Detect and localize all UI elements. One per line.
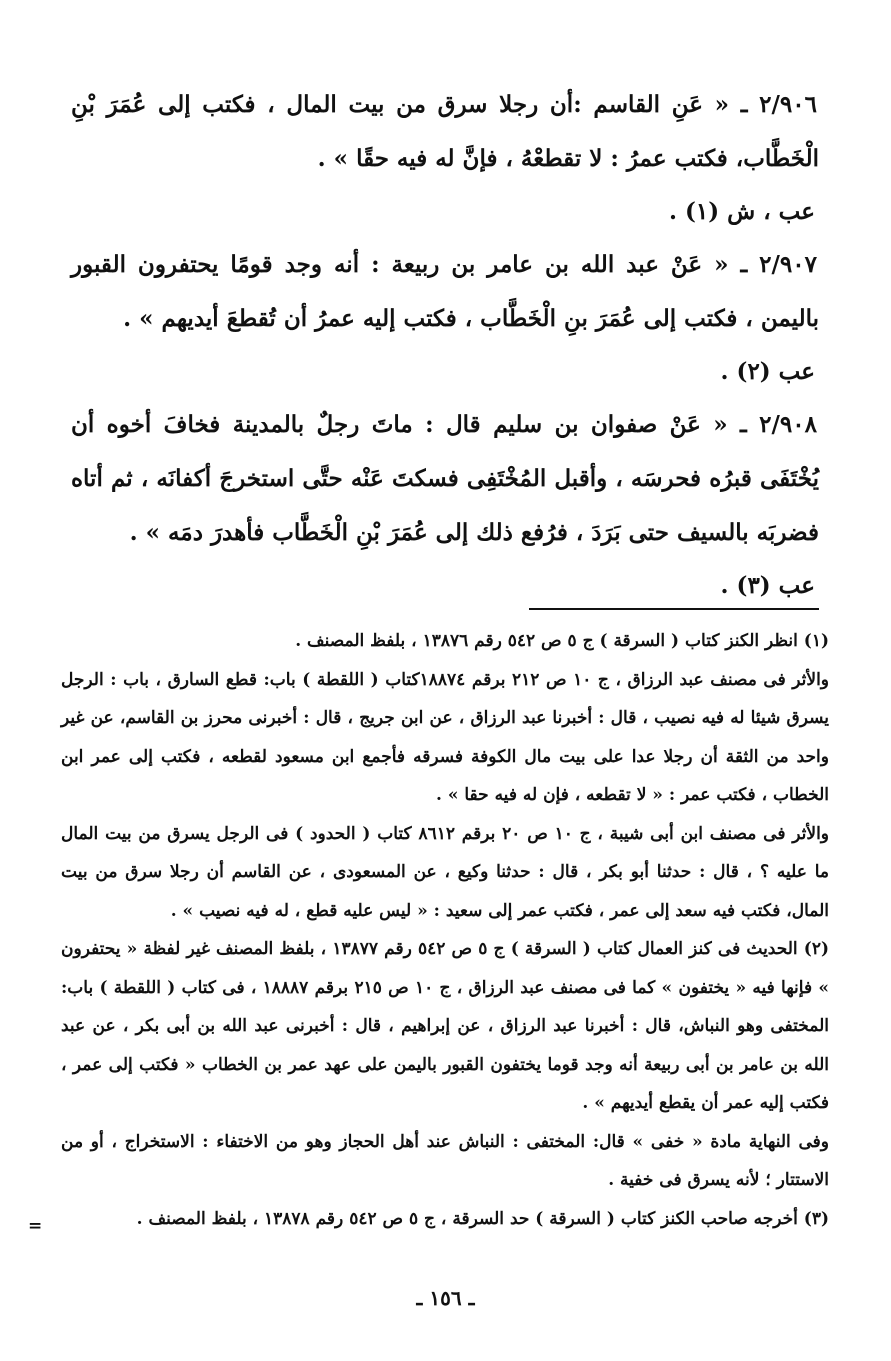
continuation-mark: = xyxy=(28,1216,43,1236)
main-text xyxy=(71,78,819,612)
footnote-1: (١) انظر الكنز كتاب ( السرقة ) ج ٥ ص ٥٤٢ رقم ١٣٨٧٦ ، بلفظ المصنف . xyxy=(295,631,829,651)
footnotes xyxy=(61,622,829,1238)
hadith-entry-906 xyxy=(71,78,819,238)
footnote-2-paragraph: وفى النهاية مادة « خفى » قال: المختفى : النباش عند أهل الحجاز وهو من الاختفاء : الاستخراج ، أو من الاستتار ؛ لأنه يسرق فى خفية . xyxy=(61,1131,829,1190)
hadith-source: عب ، ش (١) . xyxy=(669,198,815,225)
hadith-text: ٢/٩٠٨ ـ « عَنْ صفوان بن سليم قال : ماتَ رجلٌ بالمدينة فخافَ أخوه أن يُخْتَفَى قبرُه فحرسَه ، وأقبل المُخْتَفِى فسكتَ عَنْه حتَّى استخرجَ أكفانَه ، ثم أتاه فضربَه بالسيف حتى بَرَدَ ، فرُفع ذلك إلى عُمَرَ بْنِ الْخَطَّاب فأهدرَ دمَه » . xyxy=(71,411,819,546)
footnote-1-paragraph: والأثر فى مصنف ابن أبى شيبة ، ج ١٠ ص ٢٠ برقم ٨٦١٢ كتاب ( الحدود ) فى الرجل يسرق من بيت المال ما عليه ؟ ، قال : حدثنا أبو بكر ، قال : حدثنا وكيع ، عن المسعودى ، عن القاسم أن رجلا سرق من بيت المال، فكتب فيه سعد إلى عمر ، فكتب عمر إلى سعيد : « ليس عليه قطع ، له فيه نصيب » . xyxy=(61,823,830,921)
hadith-source: عب (٢) . xyxy=(720,358,815,385)
footnote-2: (٢) الحديث فى كنز العمال كتاب ( السرقة ) ج ٥ ص ٥٤٢ رقم ١٣٨٧٧ ، بلفظ المصنف غير لفظة « يحتفرون » فإنها فيه « يختفون » كما فى مصنف عبد الرزاق ، ج ١٠ ص ٢١٥ برقم ١٨٨٨٧ ، فى كتاب ( اللقطة ) باب: المختفى وهو النباش، قال : أخبرنا عبد الرزاق ، عن إبراهيم ، قال : أخبرنى عبد الله بن أبى بكر ، عن عبد الله بن عامر بن أبى ربيعة أنه وجد قوما يختفون القبور باليمن على عهد عمر بن الخطاب « فكتب إلى عمر ، فكتب إليه عمر أن يقطع أيديهم » . xyxy=(61,939,829,1113)
hadith-entry-908 xyxy=(71,398,819,612)
hadith-entry-907 xyxy=(71,238,819,398)
footnote-separator xyxy=(529,608,819,610)
hadith-source: عب (٣) . xyxy=(720,572,815,599)
hadith-text: ٢/٩٠٦ ـ « عَنِ القاسم :أن رجلا سرق من بيت المال ، فكتب إلى عُمَرَ بْنِ الْخَطَّاب، فكتب عمرُ : لا تقطعْهُ ، فإنَّ له فيه حقًا » . xyxy=(71,91,819,172)
hadith-text: ٢/٩٠٧ ـ « عَنْ عبد الله بن عامر بن ربيعة : أنه وجد قومًا يحتفرون القبور باليمن ، فكتب إلى عُمَرَ بنِ الْخَطَّاب ، فكتب إليه عمرُ أن تُقطعَ أيديهم » . xyxy=(71,251,819,332)
footnote-3: (٣) أخرجه صاحب الكنز كتاب ( السرقة ) حد السرقة ، ج ٥ ص ٥٤٢ رقم ١٣٨٧٨ ، بلفظ المصنف . xyxy=(136,1208,829,1229)
footnote-1-paragraph: والأثر فى مصنف عبد الرزاق ، ج ١٠ ص ٢١٢ برقم ١٨٨٧٤كتاب ( اللقطة ) باب: قطع السارق ، باب : الرجل يسرق شيئا له فيه نصيب ، قال : أخبرنا عبد الرزاق ، عن ابن جريج ، قال : أخبرنى محرز بن القاسم، عن غير واحد من الثقة أن رجلا عدا على بيت مال الكوفة فسرقه فأجمع ابن مسعود لقطعه ، فكتب إلى عمر ابن الخطاب ، فكتب عمر : « لا تقطعه ، فإن له فيه حقا » . xyxy=(61,669,829,805)
page-number: ـ ١٥٦ ـ xyxy=(416,1286,475,1310)
